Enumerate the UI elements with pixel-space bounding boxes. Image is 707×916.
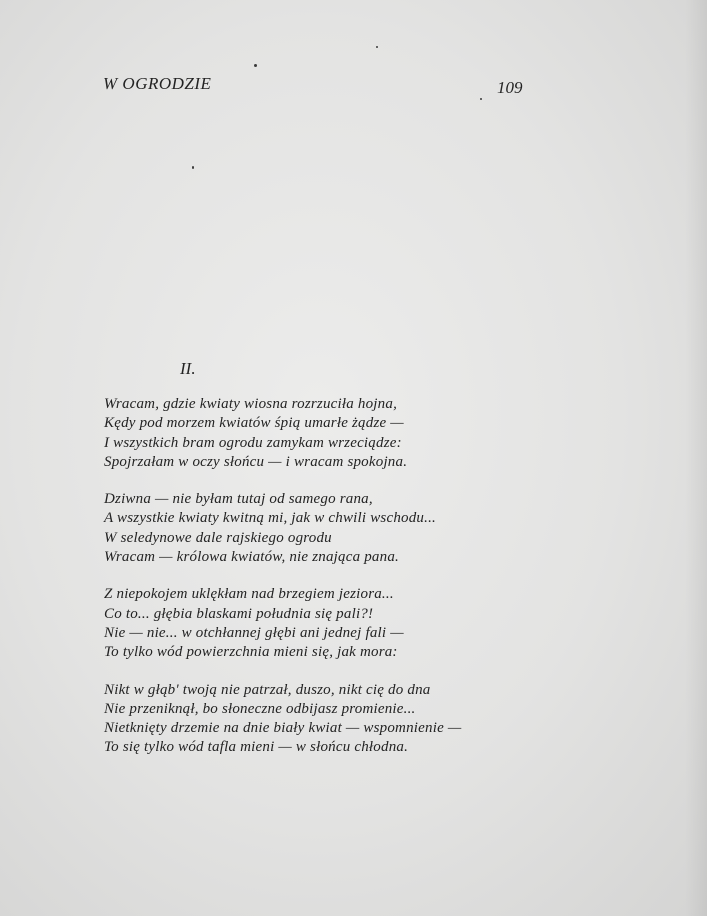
verse-line: Dziwna — nie byłam tutaj od samego rana, — [104, 491, 373, 508]
verse-line: Kędy pod morzem kwiatów śpią umarłe żądze — — [104, 415, 404, 432]
stanza — [104, 490, 664, 567]
stanza — [104, 395, 664, 472]
verse-line: Nie przeniknął, bo słoneczne odbijasz promienie... — [104, 700, 416, 717]
print-speck — [254, 64, 257, 67]
verse-line: Wracam — królowa kwiatów, nie znająca pana. — [104, 549, 399, 566]
verse-line: Nikt w głąb' twoją nie patrzał, duszo, nikt cię do dna — [104, 681, 431, 698]
print-speck — [376, 46, 378, 48]
verse-line: To się tylko wód tafla mieni — w słońcu chłodna. — [104, 739, 409, 756]
verse-line: A wszystkie kwiaty kwitną mi, jak w chwili wschodu... — [104, 510, 436, 527]
verse-line: Spojrzałam w oczy słońcu — i wracam spokojna. — [104, 453, 408, 470]
verse-line: Co to... głębia blaskami południa się pali?! — [104, 605, 374, 622]
verse-line: Z niepokojem uklękłam nad brzegiem jeziora... — [104, 586, 394, 603]
verse-line: Nie — nie... w otchłannej głębi ani jednej fali — — [104, 624, 404, 641]
stanza — [104, 681, 664, 758]
print-speck — [480, 98, 482, 100]
running-title: W OGRODZIE — [103, 74, 212, 93]
verse-line: I wszystkich bram ogrodu zamykam wrzeciądze: — [104, 434, 402, 451]
stanza — [104, 585, 664, 662]
section-number: II. — [180, 359, 196, 378]
verse-line: Nietknięty drzemie na dnie biały kwiat — wspomnienie — — [104, 720, 462, 737]
page-edge-shadow — [685, 0, 707, 916]
poem-body — [104, 395, 664, 776]
verse-line: Wracam, gdzie kwiaty wiosna rozrzuciła hojna, — [104, 396, 398, 412]
verse-line: To tylko wód powierzchnia mieni się, jak mora: — [104, 644, 398, 661]
page-number: 109 — [497, 78, 523, 97]
verse-line: W seledynowe dale rajskiego ogrodu — [104, 529, 332, 546]
print-speck — [192, 166, 194, 169]
